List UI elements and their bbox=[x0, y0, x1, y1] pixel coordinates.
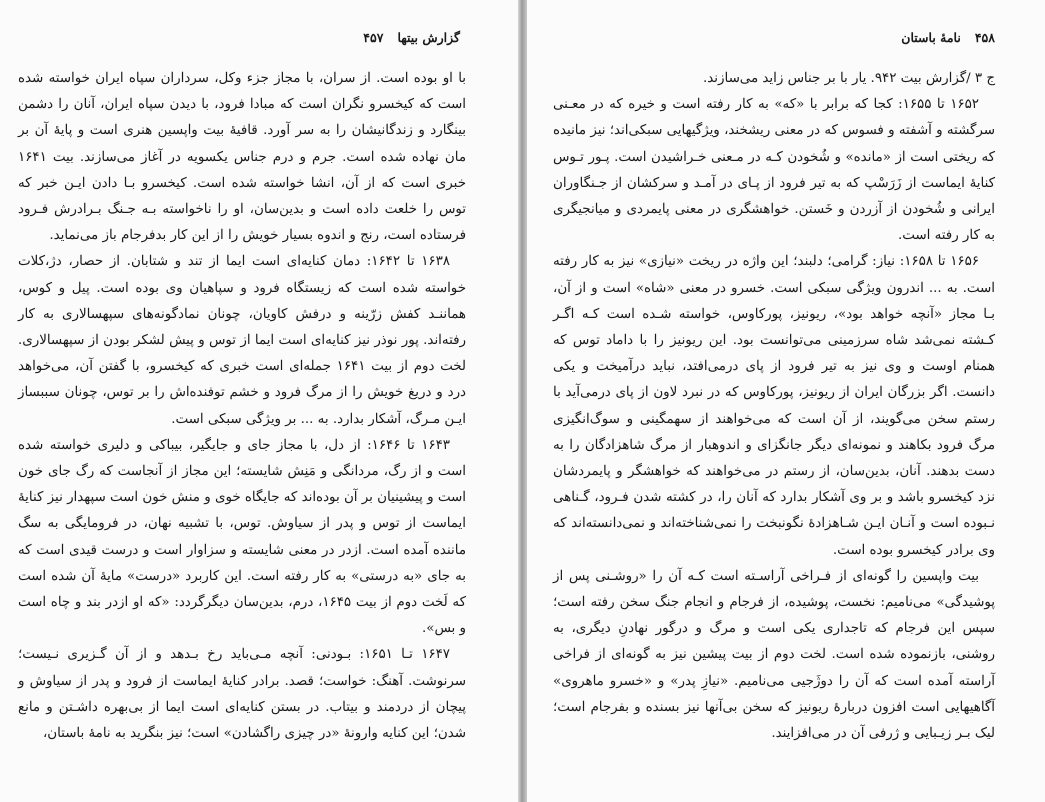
left-header-title: گزارش بیتها bbox=[397, 30, 460, 45]
left-page bbox=[0, 0, 518, 802]
right-header-title: نامهٔ باستان bbox=[901, 30, 961, 45]
left-page-body bbox=[18, 66, 466, 747]
right-page-number: ۴۵۸ bbox=[974, 30, 995, 45]
right-paragraph-2: ۱۶۵۲ تا ۱۶۵۵: کجا که برابر با «که» به کار رفته است و خیره که در معـنی سرگشته و آشفته و فسوس که در معنی ریشخند، ویژگیهایی سبکی‌اند؛ نیز مانیده که ریختی است از «مانده» و شُخودن کـه در مـعنی خـراشیدن است. پـور تـوس کنایهٔ ایماست از زَرَسْپ که به تیر فرود از پـای در آمـد و سرکشان از جـنگاوران ایرانی و شُخودن از آزردن و خَستن. خواهشگری در معنی پایمردی و میانجیگری به کار رفته است. bbox=[553, 97, 995, 244]
right-page bbox=[527, 0, 1045, 802]
left-page-header bbox=[363, 30, 460, 45]
left-page-number: ۴۵۷ bbox=[363, 30, 384, 45]
left-paragraph-1: با او بوده است. از سران، با مجاز جزء وکل، سرداران سپاه ایران خواسته شده است که کیخسرو نگران است که مبادا فرود، با دیدن سپاه ایران، آنان را دشمن بینگارد و زندگانیشان را به سر آورد. قافیهٔ بیت واپسین هنری است و پایهٔ آن بر مان نهاده شده است. جرم و درم جناس یکسویه در آغاز می‌سازند. بیت ۱۶۴۱ خبری است که از آن، انشا خواسته شده است. کیخسرو بـا دادن ایـن خبر که توس را خلعت داده است و بدین‌سان، او را ناخواسته بـه جـنگ بـرادرش فـرود فرستاده است، رنج و اندوه بسیار خویش را از این کار بدفرجام باز می‌نماید. bbox=[18, 71, 466, 244]
right-page-body bbox=[553, 66, 995, 747]
right-page-header bbox=[901, 30, 995, 45]
book-gutter bbox=[518, 0, 527, 802]
left-paragraph-2: ۱۶۳۸ تا ۱۶۴۲: دمان کنایه‌ای است ایما از تند و شتابان. از حصار، دژ،کلات خواسته شده است که زیستگاه فرود و سپاهیان وی بوده است. پیل و کوس، هماننـد کفش زرّینه و درفش کاویان، چونان نمادگونه‌های سپهسالاری به کار رفته‌اند. پور نوذر نیز کنایه‌ای است ایما از توس و پیش لشکر بودن از سپهسالاری. لخت دوم از بیت ۱۶۴۱ جمله‌ای است خبری که کیخسرو، با گفتن آن، می‌خواهد درد و دریغ خویش را از مرگ فرود و خشم توفنده‌اش را بر توس، چونان سببساز ایـن مـرگ، آشکار بدارد. به ... بر ویژگی سبکی است. bbox=[18, 254, 466, 427]
right-paragraph-1: ج ۳ /گزارش بیت ۹۴۲. یار با بر جناس زاید می‌سازند. bbox=[703, 71, 995, 86]
right-paragraph-4: بیت واپسین را گونه‌ای از فـراخی آراسـته است کـه آن را «روشـنی پس از پوشیدگی» می‌نامیم: نخست، پوشیده، از فرجام و انجام جنگ سخن رفته است؛ سپس این فرجام که تاجداری یکی است و مرگ و درگور نهادنِ دیگری، به روشنی، بازنموده شده است. لخت دوم از بیت پیشین نیز به گونه‌ای از فراخی آراسته آمده است که آن را دوژَجیی می‌نامیم. «نیازِ پدر» و «خسرو ماهروی» آگاهیهایی است افزون دربارهٔ ریونیز که سخن بی‌آنها نیز بسنده و بفرجام است؛ لیک بـر زیـبایی و ژرفی آن در می‌افزایند. bbox=[553, 568, 995, 742]
right-paragraph-3: ۱۶۵۶ تا ۱۶۵۸: نیاز: گرامی؛ دلبند؛ این واژه در ریخت «نیازی» نیز به کار رفته است. به ... اندرون ویژگی سبکی است. خسرو در معنی «شاه» است و از آن، بـا مجاز «آنچه خواهد بود»، ریونیز، پورکاوس، خواسته شـده است کـه اگـر کـشته نمی‌شد شاه سرزمینی می‌توانست بود. این ریونیز را با داماد توس که همنام اوست و وی نیز به تیر فرود از پای درمی‌افتد، نباید درآمیخت و یکی دانست. اگر بزرگان ایران از ریونیز، پورکاوس که در نبرد لاون از پای درمی‌آید با رستم سخن می‌گویند، از آن است که می‌خواهند از سهمگینی و سوگ‌انگیزی مرگ فرود بکاهند و نمونه‌ای دیگر جانگزای و اندوهبار از مرگ شاهزادگان را به دست بدهند. آنان، بدین‌سان، از رستم در می‌خواهند که خواهشگر و پایمردشان نزد کیخسرو باشد و بر وی آشکار بدارد که آنان را، در کشته شدن فـرود، گـناهی نـبوده است و آنـان ایـن شـاهزادهٔ نگونبخت را نمی‌شناخته‌اند و نمی‌دانسته‌اند که وی برادر کیخسرو بوده است. bbox=[553, 254, 995, 558]
left-paragraph-3: ۱۶۴۳ تا ۱۶۴۶: از دل، با مجاز جای و جایگیر، بیباکی و دلیری خواسته شده است و از رگ، مردانگی و مَنِش شایسته؛ این مجاز از آنجاست که رگ جای خون است و پیشینیان بر آن بوده‌اند که جایگاه خوی و منش خون است سپهدار نیز کنایهٔ ایماست از توس و پدر از سیاوش. توس، با تشبیه نهان، در فرومایگی به سگ ماننده آمده است. ازدر در معنی شایسته و سزاوار است و درست قیدی است که به جای «به درستی» به کار رفته است. این کاربرد «درست» مایهٔ آن شده است که لَخت دوم از بیت ۱۶۴۵، درم، بدین‌سان دیگرگردد: «که او ازدر بند و چاه است و بس». bbox=[18, 437, 466, 637]
left-paragraph-4: ۱۶۴۷ تـا ۱۶۵۱: بـودنی: آنچه مـی‌باید رخ بـدهد و از آن گـزیری نـیست؛ سرنوشت. آهنگ: خواست؛ قصد. برادر کنایهٔ ایماست از فرود و پدر از سیاوش و پیچان از دردمند و بیتاب. در بستن کنایه‌ای است ایما از بی‌بهره داشـتن و مانع شدن؛ این کنایه وارونهٔ «در چیزی راگشادن» است؛ نیز بنگرید به نامهٔ باستان، bbox=[18, 647, 466, 742]
